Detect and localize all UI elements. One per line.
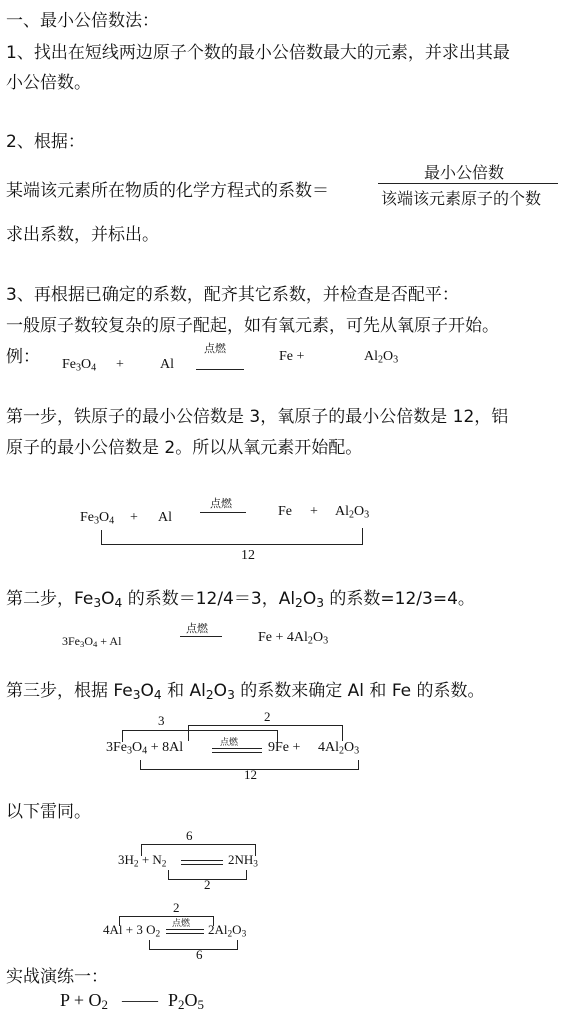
- example-plus: +: [116, 357, 124, 372]
- section3-line1: 3、再根据已确定的系数，配齐其它系数，并检查是否配平：: [6, 285, 459, 305]
- step-three-text: 第三步，根据 $Fe_3O_4$ 和 $Al_2O_3$ 的系数来确定 Al 和 Fe 的系数。: [6, 681, 485, 703]
- eq5-bracket-bottom-left: [168, 870, 169, 879]
- eq2-reaction-line: [200, 512, 246, 513]
- eq6-equals-top: [166, 929, 204, 930]
- eq4-bracket-al-left: [188, 725, 189, 741]
- eq4-bracket-o-left: [140, 760, 141, 769]
- eq2-plus2: +: [310, 504, 318, 519]
- eq4-bracket-o-right: [358, 760, 359, 769]
- eq5-equals-top: [181, 860, 223, 861]
- eq2-fe: Fe: [278, 504, 292, 519]
- eq6-lhs: 4Al + 3 $O_2$: [103, 922, 161, 940]
- eq2-fe3o4: $Fe_3O_4$: [80, 510, 115, 527]
- eq6-bottom-label: 6: [196, 947, 203, 962]
- eq4-lhs: $3Fe_3O_4 + 8Al$: [106, 740, 184, 757]
- practice-equation: $P + O_2$ —— $P_2O_5$: [60, 990, 204, 1013]
- eq5-lhs: $3H_2 + N_2$: [118, 852, 167, 870]
- eq4-condition: 点燃: [220, 738, 239, 748]
- eq2-bracket-label: 12: [241, 548, 255, 563]
- step-one-line2: 原子的最小公倍数是 2。所以从氧元素开始配。: [6, 438, 363, 458]
- eq3-condition: 点燃: [186, 622, 208, 635]
- eq6-bracket-top: [119, 916, 214, 917]
- eq6-bracket-bottom: [149, 949, 238, 950]
- eq5-bracket-top: [141, 844, 256, 845]
- eq6-equals-bottom: [166, 933, 204, 934]
- section1-step1-line2: 小公倍数。: [6, 73, 91, 93]
- eq4-equals-top: [212, 748, 262, 749]
- step-two-text: 第二步，$Fe_3O_4$ 的系数＝12/4＝3，$Al_2O_3$ 的系数=12/3=4。: [6, 589, 475, 611]
- eq2-condition: 点燃: [210, 497, 232, 510]
- eq4-top-right-label: 2: [264, 709, 271, 724]
- eq4-rhs-fe: 9Fe +: [268, 740, 301, 755]
- eq6-bracket-bottom-right: [237, 940, 238, 949]
- eq6-rhs: $2Al_2O_3$: [208, 922, 247, 940]
- section1-step1-line1: 1、找出在短线两边原子个数的最小公倍数最大的元素，并求出其最: [6, 43, 510, 63]
- section3-line2: 一般原子数较复杂的原子配起，如有氧元素，可先从氧原子开始。: [6, 316, 499, 336]
- eq4-equals-bottom: [212, 752, 262, 753]
- eq3-reaction-line: [180, 636, 222, 637]
- formula-lhs: 某端该元素所在物质的化学方程式的系数＝: [6, 181, 329, 201]
- eq3-lhs: $3Fe_3O_4 + Al$: [62, 634, 122, 650]
- eq5-top-label: 6: [186, 828, 193, 843]
- formula-denominator: 该端该元素原子的个数: [381, 189, 542, 208]
- eq5-equals-bottom: [181, 864, 223, 865]
- eq2-al: Al: [158, 510, 172, 525]
- eq4-bottom-label: 12: [244, 767, 257, 782]
- eq5-bottom-label: 2: [204, 877, 211, 892]
- eq2-bracket-bottom: [101, 544, 363, 545]
- example-label: 例：: [6, 347, 40, 367]
- eq4-bracket-fe-top: [122, 730, 278, 731]
- practice-heading: 实战演练一：: [6, 967, 108, 987]
- eq6-bracket-bottom-left: [149, 940, 150, 949]
- eq4-rhs-al2o3: $4Al_2O_3$: [318, 740, 360, 757]
- example-product-al2o3: $Al_2O_3$: [364, 349, 399, 366]
- section1-heading: 一、最小公倍数法：: [6, 11, 159, 31]
- formula-numerator: 最小公倍数: [424, 163, 505, 182]
- eq3-rhs: $Fe + 4Al_2O_3$: [258, 630, 329, 647]
- example-reactant-al: Al: [160, 357, 174, 372]
- formula-result: 求出系数，并标出。: [6, 225, 159, 245]
- step-one-line1: 第一步，铁原子的最小公倍数是 3，氧原子的最小公倍数是 12，铝: [6, 407, 509, 427]
- eq2-al2o3: $Al_2O_3$: [335, 504, 370, 521]
- example-reactant-fe3o4: $Fe_3O_4$: [62, 357, 97, 374]
- eq4-bracket-al-top: [188, 725, 343, 726]
- eq5-rhs: $2NH_3$: [228, 852, 258, 870]
- eq2-plus: +: [130, 510, 138, 525]
- same-method-note: 以下雷同。: [6, 802, 91, 822]
- eq2-bracket-left: [101, 530, 102, 544]
- eq2-bracket-right: [362, 528, 363, 544]
- example-reaction-line: [196, 369, 244, 370]
- eq6-condition: 点燃: [172, 919, 191, 929]
- eq6-top-label: 2: [173, 900, 180, 915]
- eq4-bracket-al-right: [342, 725, 343, 741]
- eq5-bracket-bottom-right: [246, 870, 247, 879]
- example-product-fe: Fe +: [279, 349, 305, 364]
- eq4-top-left-label: 3: [158, 713, 165, 728]
- fraction-bar: [378, 183, 558, 184]
- section2-heading: 2、根据：: [6, 132, 85, 152]
- example-condition: 点燃: [204, 342, 226, 355]
